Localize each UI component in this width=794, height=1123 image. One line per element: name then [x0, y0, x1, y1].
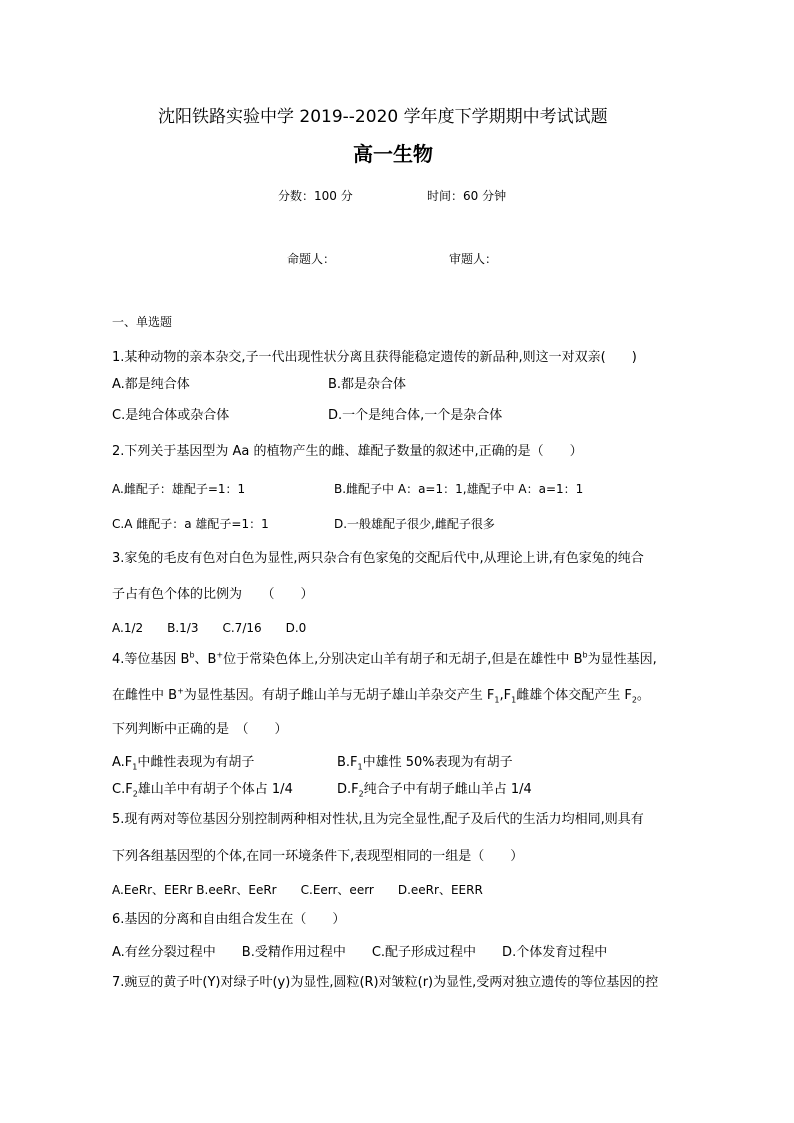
q4-text: 4.等位基因 B — [112, 652, 190, 667]
q4-text: 为显性基因。有胡子雌山羊与无胡子雄山羊杂交产生 F — [183, 688, 495, 703]
subscript: 1 — [494, 695, 500, 705]
question-2-option-a: A.雌配子：雄配子=1：1 — [112, 482, 246, 496]
question-1-stem: 1.某种动物的亲本杂交,子一代出现性状分离且获得能稳定遗传的新品种,则这一对双亲( ) — [112, 350, 637, 365]
question-3-options: A.1/2 B.1/3 C.7/16 D.0 — [112, 621, 307, 635]
time-info: 时间：60 分钟 — [427, 189, 507, 203]
q4-text: A.F — [112, 755, 133, 770]
q4-text: 雄山羊中有胡子个体占 1/4 — [137, 782, 293, 797]
question-4-stem-line-3: 下列判断中正确的是 （ ） — [112, 722, 288, 737]
q4-text: 、B — [194, 652, 217, 667]
question-5-stem-line-1: 5.现有两对等位基因分别控制两种相对性状,且为完全显性,配子及后代的生活力均相同,则具有 — [112, 812, 644, 827]
question-4-stem-line-2 — [112, 688, 650, 704]
subscript: 1 — [132, 762, 138, 772]
q4-text: 为显性基因, — [587, 652, 657, 667]
question-4-option-c — [112, 782, 293, 798]
q4-text: D.F — [337, 782, 359, 797]
author-field: 命题人： — [287, 252, 336, 266]
question-1-option-a: A.都是纯合体 — [112, 377, 190, 392]
superscript: b — [582, 650, 588, 660]
question-5-stem-line-2: 下列各组基因型的个体,在同一环境条件下,表现型相同的一组是（ ） — [112, 849, 524, 864]
q4-text: 位于常染色体上,分别决定山羊有胡子和无胡子,但是在雄性中 B — [223, 652, 583, 667]
q4-text: 纯合子中有胡子雌山羊占 1/4 — [363, 782, 532, 797]
q4-text: 中雌性表现为有胡子 — [137, 755, 255, 770]
q4-text: B.F — [337, 755, 358, 770]
superscript: b — [189, 650, 195, 660]
question-2-option-c: C.A 雌配子：a 雄配子=1：1 — [112, 517, 269, 531]
subscript: 2 — [631, 695, 637, 705]
superscript: + — [216, 650, 224, 660]
q4-text: ,F — [499, 688, 512, 703]
q4-text: 在雌性中 B — [112, 688, 178, 703]
question-3-stem-line-1: 3.家兔的毛皮有色对白色为显性,两只杂合有色家兔的交配后代中,从理论上讲,有色家兔的纯合 — [112, 551, 644, 566]
question-4-option-d — [337, 782, 532, 798]
q4-text: 雌雄个体交配产生 F — [516, 688, 632, 703]
question-2-stem: 2.下列关于基因型为 Aa 的植物产生的雌、雄配子数量的叙述中,正确的是（ ） — [112, 444, 583, 459]
reviewer-field: 审题人： — [449, 252, 498, 266]
question-1-option-c: C.是纯合体或杂合体 — [112, 408, 230, 423]
superscript: + — [177, 686, 184, 696]
question-2-option-b: B.雌配子中 A：a=1：1,雄配子中 A：a=1：1 — [334, 482, 584, 496]
question-3-stem-line-2: 子占有色个体的比例为 （ ） — [112, 587, 314, 602]
subscript: 1 — [357, 762, 363, 772]
score-info: 分数：100 分 — [278, 189, 353, 203]
subscript: 2 — [358, 789, 364, 799]
q4-text: C.F — [112, 782, 133, 797]
question-4-option-a — [112, 755, 254, 771]
question-5-options: A.EeRr、EERr B.eeRr、EeRr C.Eerr、eerr D.eeRr、EERR — [112, 883, 483, 897]
subject-title: 高一生物 — [353, 142, 433, 166]
q4-text: 中雄性 50%表现为有胡子 — [362, 755, 513, 770]
question-4-stem-line-1 — [112, 652, 657, 668]
question-1-option-d: D.一个是纯合体,一个是杂合体 — [328, 408, 503, 423]
question-7-stem: 7.豌豆的黄子叶(Y)对绿子叶(y)为显性,圆粒(R)对皱粒(r)为显性,受两对独立遗传的等位基因的控 — [112, 975, 659, 990]
question-2-option-d: D.一般雄配子很少,雌配子很多 — [334, 517, 495, 531]
question-6-options: A.有丝分裂过程中 B.受精作用过程中 C.配子形成过程中 D.个体发育过程中 — [112, 945, 608, 960]
question-6-stem: 6.基因的分离和自由组合发生在（ ） — [112, 912, 346, 927]
question-1-option-b: B.都是杂合体 — [328, 377, 407, 392]
section-title: 一、单选题 — [112, 315, 173, 329]
exam-title: 沈阳铁路实验中学 2019--2020 学年度下学期期中考试试题 — [158, 107, 608, 127]
q4-text: 。 — [636, 688, 650, 703]
subscript: 1 — [511, 695, 517, 705]
question-4-option-b — [337, 755, 513, 771]
subscript: 2 — [132, 789, 138, 799]
